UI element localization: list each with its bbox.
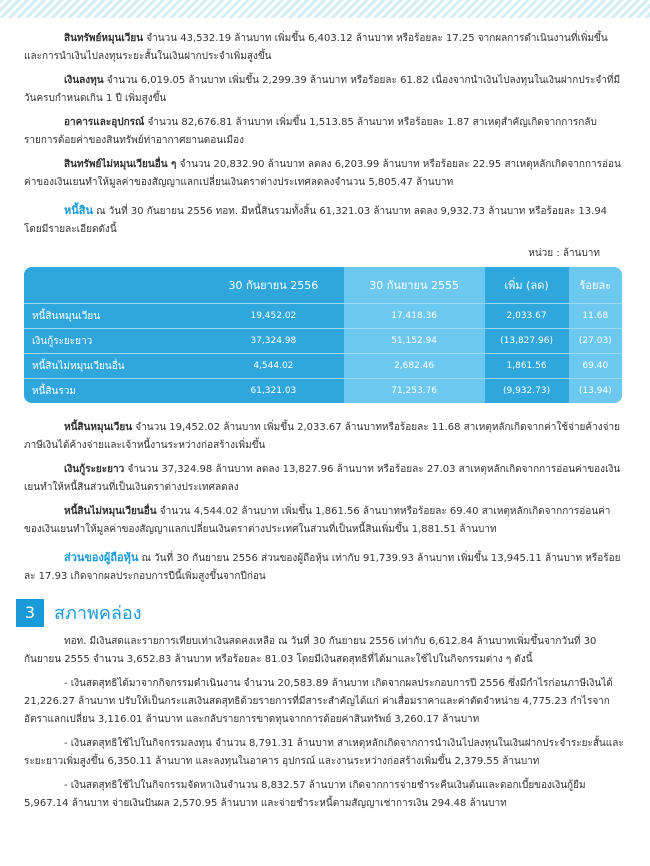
term: หนี้สินหมุนเวียน	[64, 422, 133, 433]
table-cell: 19,452.02	[203, 303, 344, 328]
top-decorative-band	[0, 0, 650, 18]
table-cell: 37,324.98	[203, 328, 344, 353]
term: อาคารและอุปกรณ์	[64, 117, 145, 128]
table-header-cell: เพิ่ม (ลด)	[485, 267, 569, 303]
paragraph-text: จำนวน 43,532.19 ล้านบาท เพิ่มขึ้น 6,403.12 ล้านบาท หรือร้อยละ 17.25 จากผลการดำเนินงานที่เพิ่มขึ้น และการนำเงินไปลงทุนระยะสั้นในเงินฝากประจำเพิ่มสูงขึ้น	[24, 33, 608, 62]
paragraph	[24, 72, 624, 108]
term: หนี้สินไม่หมุนเวียนอื่น	[64, 506, 157, 517]
section-number: 3	[16, 599, 44, 627]
assets-section	[24, 30, 624, 192]
paragraph	[24, 30, 624, 66]
table-cell: 1,861.56	[485, 353, 569, 378]
paragraph	[24, 156, 624, 192]
paragraph-text: จำนวน 20,832.90 ล้านบาท ลดลง 6,203.99 ล้านบาท หรือร้อยละ 22.95 สาเหตุหลักเกิดจากการอ่อนค่าของเงินเยนทำให้มูลค่าของสัญญาแลกเปลี่ยนเงินตราต่างประเทศลดลงจำนวน 5,805.47 ล้านบาท	[24, 159, 621, 188]
paragraph-text: จำนวน 6,019.05 ล้านบาท เพิ่มขึ้น 2,299.39 ล้านบาท หรือร้อยละ 61.82 เนื่องจากนำเงินไปลงทุนในเงินฝากประจำที่มีวันครบกำหนดเกิน 1 ปี เพิ่มสูงขึ้น	[24, 75, 621, 104]
table-row	[24, 303, 622, 328]
paragraph	[24, 114, 624, 150]
table-row-total	[24, 378, 622, 403]
table-header-cell: 30 กันยายน 2556	[203, 267, 344, 303]
table-cell: 51,152.94	[344, 328, 485, 353]
term: หนี้สิน	[64, 204, 94, 217]
paragraph-text: ณ วันที่ 30 กันยายน 2556 ทอท. มีหนี้สินรวมทั้งสิ้น 61,321.03 ล้านบาท ลดลง 9,932.73 ล้านบาท หรือร้อยละ 13.94 โดยมีรายละเอียดดังนี้	[24, 206, 608, 235]
table-cell: 2,033.67	[485, 303, 569, 328]
table-header-row	[24, 267, 622, 303]
list-item: - เงินสดสุทธิใช้ไปในกิจกรรมลงทุน จำนวน 8,791.31 ล้านบาท สาเหตุหลักเกิดจากการนำเงินไปลงทุนในเงินฝากประจำระยะสั้นและระยะยาวเพิ่มสูงขึ้น 6,350.11 ล้านบาท และลงทุนในอาคาร อุปกรณ์ และงานระหว่างก่อสร้างเพิ่มขึ้น 2,379.55 ล้านบาท	[24, 738, 624, 767]
table-header-cell	[24, 267, 203, 303]
table-cell: (9,932.73)	[485, 378, 569, 403]
paragraph-text: ณ วันที่ 30 กันยายน 2556 ส่วนของผู้ถือหุ้น เท่ากับ 91,739.93 ล้านบาท เพิ่มขึ้น 13,945.11 ล้านบาท หรือร้อยละ 17.93 เกิดจากผลประกอบการปีนี้เพิ่มสูงขึ้นจากปีก่อน	[24, 553, 621, 582]
term: เงินลงทุน	[64, 75, 104, 86]
liabilities-intro	[24, 202, 624, 239]
table-cell: หนี้สินรวม	[24, 378, 203, 403]
table-cell: (27.03)	[569, 328, 622, 353]
paragraph-text: จำนวน 4,544.02 ล้านบาท เพิ่มขึ้น 1,861.56 ล้านบาทหรือร้อยละ 69.40 สาเหตุหลักเกิดจากการอ่อนค่าของเงินเยนทำให้มูลค่าของสัญญาแลกเปลี่ยนเงินตราต่างประเทศในส่วนที่เป็นหนี้สินเพิ่มขึ้น 1,881.51 ล้านบาท	[24, 506, 611, 535]
table-cell: (13.94)	[569, 378, 622, 403]
paragraph-text: จำนวน 19,452.02 ล้านบาท เพิ่มขึ้น 2,033.67 ล้านบาทหรือร้อยละ 11.68 สาเหตุหลักเกิดจากค่าใช้จ่ายค้างจ่าย ภาษีเงินได้ค้างจ่ายและเจ้าหนี้งานระหว่างก่อสร้างเพิ่มขึ้น	[24, 422, 620, 451]
paragraph	[24, 503, 624, 539]
table-cell: เงินกู้ระยะยาว	[24, 328, 203, 353]
table-row	[24, 353, 622, 378]
paragraph: ทอท. มีเงินสดและรายการเทียบเท่าเงินสดคงเหลือ ณ วันที่ 30 กันยายน 2556 เท่ากับ 6,612.84 ล้านบาทเพิ่มขึ้นจากวันที่ 30 กันยายน 2555 จำนวน 3,652.83 ล้านบาท หรือร้อยละ 81.03 โดยมีเงินสดสุทธิที่ได้มาและใช้ไปในกิจกรรมต่าง ๆ ดังนี้	[24, 636, 597, 665]
table-cell: หนี้สินไม่หมุนเวียนอื่น	[24, 353, 203, 378]
liabilities-table	[24, 267, 622, 403]
section-title: สภาพคล่อง	[54, 603, 142, 624]
list-item: - เงินสดสุทธิได้มาจากกิจกรรมดำเนินงาน จำนวน 20,583.89 ล้านบาท เกิดจากผลประกอบการปี 2556 ซึ่งมีกำไรก่อนภาษีเงินได้ 21,226.27 ล้านบาท ปรับให้เป็นกระแสเงินสดสุทธิด้วยรายการที่มีสาระสำคัญได้แก่ ค่าเสื่อมราคาและค่าตัดจำหน่าย 4,775.23 กำไรจากอัตราแลกเปลี่ยน 3,116.01 ล้านบาท และกลับรายการขาดทุนจากการด้อยค่าสินทรัพย์ 3,260.17 ล้านบาท	[24, 678, 613, 725]
table-cell: 69.40	[569, 353, 622, 378]
table-cell: 71,253.76	[344, 378, 485, 403]
table-header-cell: 30 กันยายน 2555	[344, 267, 485, 303]
table-cell: หนี้สินหมุนเวียน	[24, 303, 203, 328]
document-body	[24, 30, 624, 819]
table-cell: 11.68	[569, 303, 622, 328]
term: ส่วนของผู้ถือหุ้น	[64, 551, 139, 564]
unit-label: หน่วย : ล้านบาท	[528, 248, 600, 259]
paragraph	[24, 461, 624, 497]
table-row	[24, 328, 622, 353]
list-item: - เงินสดสุทธิใช้ไปในกิจกรรมจัดหาเงินจำนวน 8,832.57 ล้านบาท เกิดจากการจ่ายชำระคืนเงินต้นและดอกเบี้ยของเงินกู้ยืม 5,967.14 ล้านบาท จ่ายเงินปันผล 2,570.95 ล้านบาท และจ่ายชำระหนี้ตามสัญญาเช่าการเงิน 294.48 ล้านบาท	[24, 780, 586, 809]
paragraph-text: จำนวน 82,676.81 ล้านบาท เพิ่มขึ้น 1,513.85 ล้านบาท หรือร้อยละ 1.87 สาเหตุสำคัญเกิดจากการกลับรายการด้อยค่าของสินทรัพย์ท่าอากาศยานดอนเมือง	[24, 117, 597, 146]
table-cell: 17,418.36	[344, 303, 485, 328]
paragraph-text: จำนวน 37,324.98 ล้านบาท ลดลง 13,827.96 ล้านบาท หรือร้อยละ 27.03 สาเหตุหลักเกิดจากการอ่อนค่าของเงินเยนทำให้หนี้สินส่วนที่เป็นเงินตราต่างประเทศลดลง	[24, 464, 621, 493]
liquidity-section	[24, 633, 624, 813]
table-cell: 4,544.02	[203, 353, 344, 378]
term: สินทรัพย์ไม่หมุนเวียนอื่น ๆ	[64, 159, 177, 170]
table-header-cell: ร้อยละ	[569, 267, 622, 303]
table-cell: 61,321.03	[203, 378, 344, 403]
paragraph	[24, 419, 624, 455]
equity-paragraph	[24, 549, 624, 586]
term: สินทรัพย์หมุนเวียน	[64, 33, 144, 44]
table-cell: 2,682.46	[344, 353, 485, 378]
section-heading	[16, 598, 624, 627]
term: เงินกู้ระยะยาว	[64, 464, 125, 475]
liabilities-detail-section	[24, 419, 624, 539]
table-cell: (13,827.96)	[485, 328, 569, 353]
